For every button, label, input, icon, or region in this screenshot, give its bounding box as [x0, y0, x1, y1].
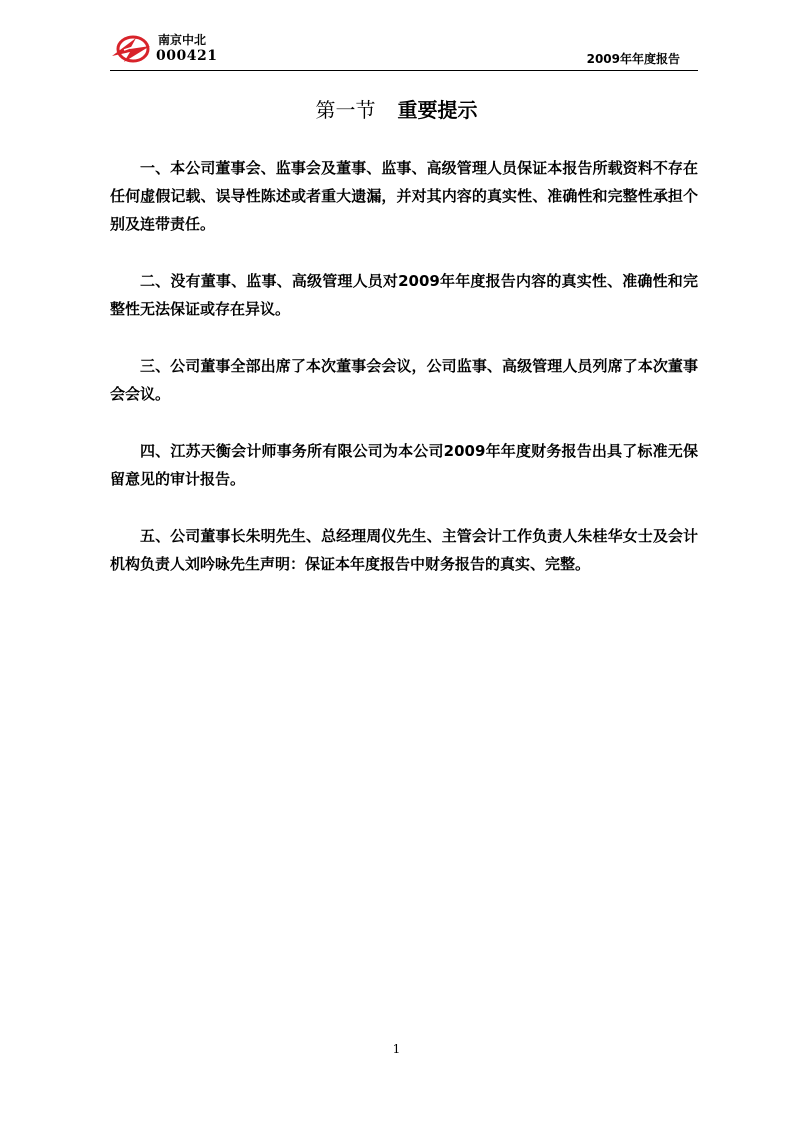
notice-paragraph-2: 二、没有董事、监事、高级管理人员对2009年年度报告内容的真实性、准确性和完整性无法保证或存在异议。	[110, 272, 698, 318]
page-number: 1	[392, 1042, 401, 1056]
section-number: 第一节	[315, 98, 376, 122]
notice-paragraph-4: 四、江苏天衡会计师事务所有限公司为本公司2009年年度财务报告出具了标准无保留意见的审计报告。	[110, 442, 698, 488]
important-notice-body	[110, 154, 698, 607]
stock-code: 000421	[156, 48, 218, 64]
section-title: 重要提示	[397, 98, 478, 122]
company-logo-icon	[110, 32, 154, 66]
report-title: 2009年年度报告	[586, 52, 680, 66]
company-name: 南京中北	[158, 33, 207, 47]
page-header	[110, 28, 698, 71]
notice-paragraph-3: 三、公司董事全部出席了本次董事会会议，公司监事、高级管理人员列席了本次董事会会议。	[110, 357, 698, 403]
notice-paragraph-5: 五、公司董事长朱明先生、总经理周仪先生、主管会计工作负责人朱桂华女士及会计机构负责人刘吟咏先生声明：保证本年度报告中财务报告的真实、完整。	[110, 527, 698, 573]
notice-paragraph-1: 一、本公司董事会、监事会及董事、监事、高级管理人员保证本报告所载资料不存在任何虚假记载、误导性陈述或者重大遗漏，并对其内容的真实性、准确性和完整性承担个别及连带责任。	[110, 159, 698, 233]
section-heading	[0, 94, 793, 123]
